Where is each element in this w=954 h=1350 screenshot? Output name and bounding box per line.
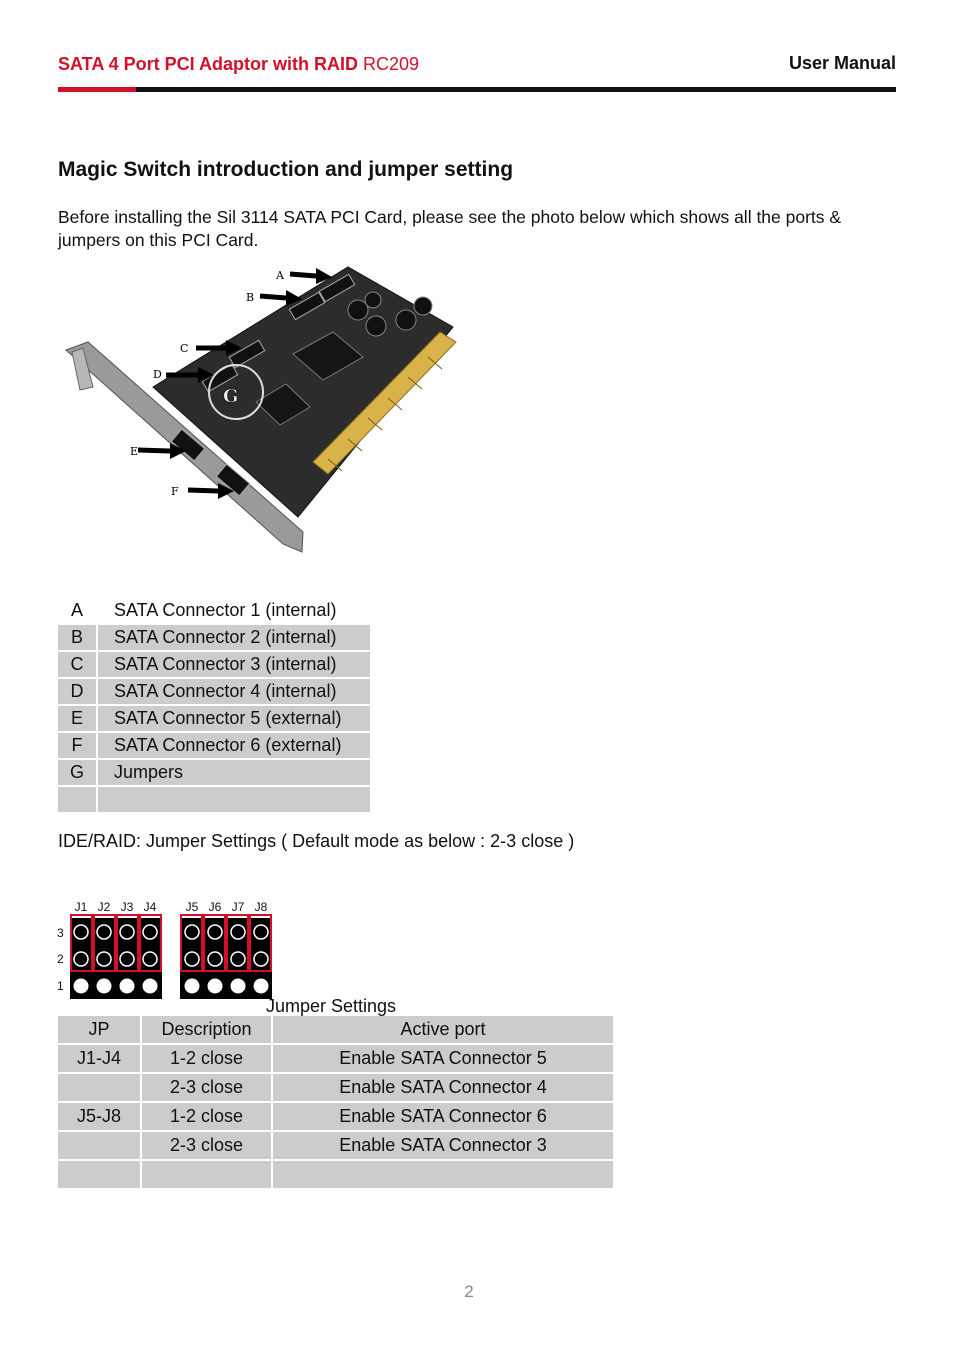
column-header: JP [58, 1016, 140, 1043]
jp-cell: J1-J4 [58, 1045, 140, 1072]
table-row [58, 760, 370, 785]
jumper-label-j7: J7 [231, 900, 245, 914]
callout-f-label: F [171, 485, 179, 498]
legend-key [58, 787, 96, 812]
jumper-label-j3: J3 [120, 900, 134, 914]
header-rule-accent [58, 87, 136, 92]
legend-label: SATA Connector 6 (external) [98, 733, 370, 758]
legend-label: SATA Connector 1 (internal) [114, 600, 337, 620]
active-port-cell: Enable SATA Connector 4 [273, 1074, 613, 1101]
jumper-label-j8: J8 [254, 900, 268, 914]
table-header-row [58, 1016, 613, 1043]
section-title: Magic Switch introduction and jumper setting [58, 158, 514, 181]
table-row [58, 787, 370, 812]
table-row [58, 625, 370, 650]
header-product-name: SATA 4 Port PCI Adaptor with RAID [58, 54, 358, 74]
connector-legend-table [56, 596, 372, 814]
legend-label: Jumpers [98, 760, 370, 785]
description-cell: 1-2 close [142, 1103, 271, 1130]
legend-label: SATA Connector 4 (internal) [98, 679, 370, 704]
legend-key: C [58, 652, 96, 677]
table-row [58, 679, 370, 704]
callout-g-label: G [223, 386, 239, 407]
table-row [58, 733, 370, 758]
legend-key: G [58, 760, 96, 785]
jumper-label-j2: J2 [97, 900, 111, 914]
intro-paragraph: Before installing the Sil 3114 SATA PCI Card, please see the photo below which shows all the ports & jumpers on this PCI Card. [58, 207, 842, 250]
jumper-row-label-3: 3 [57, 926, 64, 940]
jumper-label-j4: J4 [143, 900, 157, 914]
legend-key: A [70, 600, 83, 620]
jumper-row-label-2: 2 [57, 952, 64, 966]
legend-label [98, 787, 370, 812]
column-header: Description [142, 1016, 271, 1043]
table-row [58, 1161, 613, 1188]
jumper-label-j6: J6 [208, 900, 222, 914]
table-row [58, 1132, 613, 1159]
jumper-settings-table [56, 1014, 615, 1190]
header-product [58, 54, 419, 75]
active-port-cell [273, 1161, 613, 1188]
legend-label: SATA Connector 3 (internal) [98, 652, 370, 677]
jp-cell: J5-J8 [58, 1103, 140, 1130]
callout-e-label: E [130, 445, 139, 458]
active-port-cell: Enable SATA Connector 3 [273, 1132, 613, 1159]
pci-card-photo [58, 262, 478, 562]
callout-b-label: B [246, 291, 255, 304]
header-doc-type: User Manual [788, 53, 896, 73]
callout-d-label: D [153, 368, 162, 381]
jumper-label-j5: J5 [185, 900, 199, 914]
jp-cell [58, 1161, 140, 1188]
callout-a-label: A [276, 269, 284, 282]
active-port-cell: Enable SATA Connector 6 [273, 1103, 613, 1130]
table-row [58, 706, 370, 731]
legend-key: D [58, 679, 96, 704]
header-product-model: RC209 [363, 54, 420, 74]
active-port-cell: Enable SATA Connector 5 [273, 1045, 613, 1072]
legend-label: SATA Connector 5 (external) [98, 706, 370, 731]
legend-key: E [58, 706, 96, 731]
column-header: Active port [273, 1016, 613, 1043]
legend-label: SATA Connector 2 (internal) [98, 625, 370, 650]
table-row [58, 1074, 613, 1101]
table-row [58, 1103, 613, 1130]
table-row [58, 1045, 613, 1072]
jumper-label-j1: J1 [74, 900, 88, 914]
callout-c-label: C [180, 342, 189, 355]
description-cell [142, 1161, 271, 1188]
jp-cell [58, 1074, 140, 1101]
description-cell: 2-3 close [142, 1074, 271, 1101]
description-cell: 1-2 close [142, 1045, 271, 1072]
description-cell: 2-3 close [142, 1132, 271, 1159]
legend-key: B [58, 625, 96, 650]
table-row [58, 652, 370, 677]
jumper-settings-note: IDE/RAID: Jumper Settings ( Default mode as below : 2-3 close ) [58, 831, 575, 851]
jp-cell [58, 1132, 140, 1159]
page-number: 2 [464, 1282, 474, 1301]
jumper-row-label-1: 1 [57, 979, 64, 993]
jumper-diagram [54, 896, 284, 1002]
header-rule [136, 87, 896, 92]
jumper-figure-caption: Jumper Settings [266, 996, 397, 1016]
legend-key: F [58, 733, 96, 758]
table-row [58, 598, 370, 623]
